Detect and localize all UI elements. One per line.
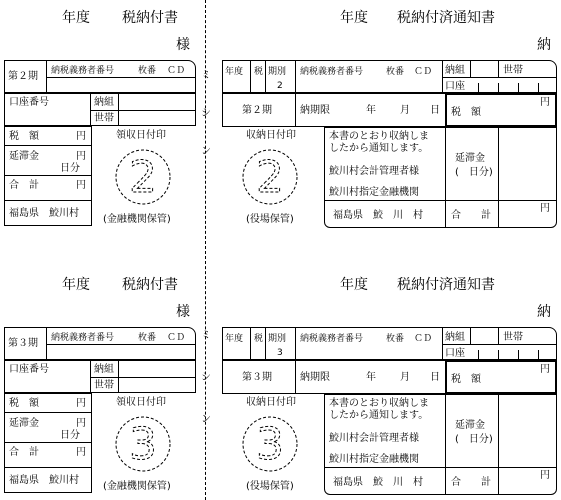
svg-text:3: 3 bbox=[256, 419, 284, 470]
notice-sheet-no-label: 枚番 bbox=[386, 67, 405, 77]
receipt-stamp-custody: (金融機関保管) bbox=[103, 214, 171, 225]
notice-month-unit: 月 bbox=[400, 105, 410, 116]
receipt-title: 税納付書 bbox=[122, 277, 178, 293]
notice-late-fee-label: 延滞金 bbox=[455, 420, 485, 431]
notice-days-label: ( 日分) bbox=[455, 167, 493, 178]
receipt-stamp-number bbox=[114, 148, 172, 206]
notice-group-label: 納組 bbox=[445, 65, 465, 76]
receipt-group-label: 納組 bbox=[94, 97, 114, 108]
notice-deadline-label: 納期限 bbox=[300, 372, 330, 383]
receipt-household-label: 世帯 bbox=[94, 380, 114, 391]
receipt-honorific: 様 bbox=[176, 37, 190, 53]
notice-period-label: 第３期 bbox=[242, 372, 272, 383]
svg-text:2: 2 bbox=[256, 152, 284, 203]
notice-period-label: 第２期 bbox=[242, 105, 272, 116]
receipt-total-label: 合 計 bbox=[9, 180, 39, 191]
notice-household-label: 世帯 bbox=[503, 332, 523, 343]
notice-title: 税納付済通知書 bbox=[397, 10, 495, 26]
notice-stamp-number bbox=[241, 415, 299, 473]
receipt-issuer: 福島県 鮫川村 bbox=[9, 475, 79, 486]
receipt-issuer: 福島県 鮫川村 bbox=[9, 208, 79, 219]
notice-total-label: 合 計 bbox=[451, 210, 491, 221]
receipt-days-label: 日分 bbox=[60, 163, 80, 174]
perforation-char: ミ bbox=[201, 70, 211, 81]
receipt-late-fee-label: 延滞金 bbox=[9, 151, 39, 162]
notice-year-label: 年度 bbox=[225, 334, 244, 344]
receipt-period-label: 第３期 bbox=[8, 338, 38, 349]
receipt-tax-amount-label: 税 額 bbox=[9, 131, 39, 142]
receipt-yen: 円 bbox=[76, 418, 86, 429]
receipt-yen: 円 bbox=[76, 151, 86, 162]
notice-tax-amount-label: 税 額 bbox=[451, 107, 481, 118]
notice-installment-value: 3 bbox=[277, 348, 283, 358]
notice-addressee: 鮫川村会計管理者様 bbox=[329, 433, 419, 444]
receipt-yen: 円 bbox=[76, 398, 86, 409]
notice-installment-value: 2 bbox=[277, 81, 283, 91]
receipt-title-year: 年度 bbox=[62, 277, 90, 293]
receipt-period-label: 第２期 bbox=[8, 71, 38, 82]
notice-message-line: 本書のとおり収納しま bbox=[329, 398, 429, 409]
notice-year-unit: 年 bbox=[366, 372, 376, 383]
receipt-account-no-label: 口座番号 bbox=[9, 97, 49, 108]
slip-period-3 bbox=[0, 267, 561, 500]
receipt-account-no-label: 口座番号 bbox=[9, 364, 49, 375]
receipt-total-label: 合 計 bbox=[9, 447, 39, 458]
receipt-taxpayer-no-label: 納税義務者番号 bbox=[51, 66, 115, 76]
receipt-title: 税納付書 bbox=[122, 10, 178, 26]
notice-message-line: 本書のとおり収納しま bbox=[329, 131, 429, 142]
notice-installment-label: 期別 bbox=[268, 67, 287, 77]
receipt-yen: 円 bbox=[76, 131, 86, 142]
notice-account-label: 口座 bbox=[445, 81, 465, 92]
notice-yen: 円 bbox=[540, 97, 550, 108]
perforation-char: ン bbox=[201, 414, 211, 425]
notice-issuer: 福島県 鮫 川 村 bbox=[333, 210, 423, 221]
notice-year-unit: 年 bbox=[366, 105, 376, 116]
receipt-sheet-no-label: 枚番 bbox=[138, 333, 157, 343]
notice-stamp-custody: (役場保管) bbox=[246, 214, 294, 225]
notice-tax-amount-label: 税 額 bbox=[451, 374, 481, 385]
notice-addressee: 鮫川村指定金融機関 bbox=[329, 187, 419, 198]
receipt-tax-amount-label: 税 額 bbox=[9, 398, 39, 409]
notice-addressee: 鮫川村指定金融機関 bbox=[329, 454, 419, 465]
svg-text:2: 2 bbox=[129, 152, 157, 203]
notice-installment-label: 期別 bbox=[268, 334, 287, 344]
notice-group-label: 納組 bbox=[445, 332, 465, 343]
perforation-char: シ bbox=[201, 372, 211, 383]
notice-late-fee-label: 延滞金 bbox=[455, 153, 485, 164]
receipt-cd-label: ＣＤ bbox=[167, 333, 186, 343]
receipt-household-label: 世帯 bbox=[94, 113, 114, 124]
notice-stamp-title: 収納日付印 bbox=[246, 397, 296, 408]
notice-tax-label: 税 bbox=[254, 334, 264, 344]
perforation-char: シ bbox=[201, 108, 211, 119]
notice-total-label: 合 計 bbox=[451, 477, 491, 488]
notice-stamp-title: 収納日付印 bbox=[246, 130, 296, 141]
notice-addressee: 鮫川村会計管理者様 bbox=[329, 166, 419, 177]
notice-household-label: 世帯 bbox=[503, 65, 523, 76]
notice-title-year: 年度 bbox=[340, 277, 368, 293]
notice-month-unit: 月 bbox=[400, 372, 410, 383]
perforation-char: ミ bbox=[201, 330, 211, 341]
receipt-yen: 円 bbox=[76, 447, 86, 458]
notice-tax-label: 税 bbox=[254, 67, 264, 77]
notice-year-label: 年度 bbox=[225, 67, 244, 77]
notice-taxpayer-no-label: 納税義務者番号 bbox=[300, 67, 364, 77]
notice-stamp-number bbox=[241, 148, 299, 206]
notice-title-year: 年度 bbox=[340, 10, 368, 26]
receipt-title-year: 年度 bbox=[62, 10, 90, 26]
notice-message-line: したから通知します。 bbox=[329, 410, 429, 421]
receipt-late-fee-label: 延滞金 bbox=[9, 418, 39, 429]
receipt-stamp-title: 領収日付印 bbox=[116, 130, 166, 141]
receipt-days-label: 日分 bbox=[60, 430, 80, 441]
notice-stamp-custody: (役場保管) bbox=[246, 481, 294, 492]
receipt-honorific: 様 bbox=[176, 304, 190, 320]
notice-taxpayer-no-label: 納税義務者番号 bbox=[300, 334, 364, 344]
notice-message-line: したから通知します。 bbox=[329, 143, 429, 154]
receipt-group-label: 納組 bbox=[94, 364, 114, 375]
notice-honorific: 納 bbox=[537, 304, 551, 320]
notice-day-unit: 日 bbox=[430, 372, 440, 383]
receipt-cd-label: ＣＤ bbox=[167, 66, 186, 76]
notice-sheet-no-label: 枚番 bbox=[386, 334, 405, 344]
notice-total-yen: 円 bbox=[540, 470, 550, 481]
notice-deadline-label: 納期限 bbox=[300, 105, 330, 116]
notice-day-unit: 日 bbox=[430, 105, 440, 116]
notice-total-yen: 円 bbox=[540, 203, 550, 214]
receipt-stamp-custody: (金融機関保管) bbox=[103, 481, 171, 492]
receipt-yen: 円 bbox=[76, 180, 86, 191]
notice-cd-label: ＣＤ bbox=[414, 67, 433, 77]
notice-yen: 円 bbox=[540, 364, 550, 375]
notice-title: 税納付済通知書 bbox=[397, 277, 495, 293]
receipt-taxpayer-no-label: 納税義務者番号 bbox=[51, 333, 115, 343]
svg-text:3: 3 bbox=[129, 419, 157, 470]
perforation-char: ン bbox=[201, 146, 211, 157]
receipt-sheet-no-label: 枚番 bbox=[138, 66, 157, 76]
notice-days-label: ( 日分) bbox=[455, 434, 493, 445]
receipt-stamp-title: 領収日付印 bbox=[116, 397, 166, 408]
notice-honorific: 納 bbox=[537, 37, 551, 53]
notice-issuer: 福島県 鮫 川 村 bbox=[333, 477, 423, 488]
receipt-stamp-number bbox=[114, 415, 172, 473]
notice-account-label: 口座 bbox=[445, 348, 465, 359]
notice-cd-label: ＣＤ bbox=[414, 334, 433, 344]
